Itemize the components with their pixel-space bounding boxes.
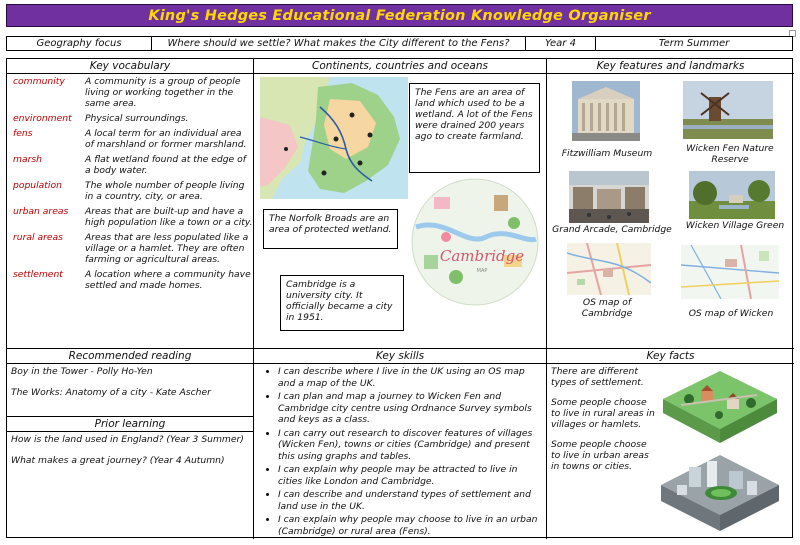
wicken-fen-photo (683, 81, 773, 139)
feature-label: OS map of Cambridge (581, 297, 633, 319)
vocab-term: rural areas (13, 232, 63, 243)
wicken-green-photo (689, 171, 775, 219)
vocab-definition: Physical surroundings. (85, 113, 189, 124)
vocabulary-heading: Key vocabulary (7, 59, 253, 74)
vocab-term: community (13, 76, 65, 87)
vocab-term: settlement (13, 269, 63, 280)
skills-panel (254, 349, 547, 539)
vocab-definition: A flat wetland found at the edge of a body water. (85, 154, 246, 176)
fens-note: The Fens are an area of land which used to be a wetland. A lot of the Fens were drained 200 years ago to create farmland. (409, 83, 540, 173)
cambridge-note: Cambridge is a university city. It officially became a city in 1951. (280, 275, 404, 331)
page-title: King's Hedges Educational Federation Knowledge Organiser (6, 4, 793, 27)
vocab-term: population (13, 180, 62, 191)
fitzwilliam-museum-photo (572, 81, 640, 141)
vocabulary-list (13, 76, 253, 295)
fact-item: Some people choose to live in rural areas in villages or hamlets. (551, 397, 655, 430)
organiser-grid (6, 58, 793, 538)
prior-learning-list (11, 434, 247, 476)
map-subtitle-text: MAP (476, 268, 488, 274)
fact-item: Some people choose to live in urban areas in towns or cities. (551, 439, 649, 472)
vocab-term: environment (13, 113, 72, 124)
vocab-definition: Areas that are less populated like a village or a hamlet. They are often farming or agricultural areas. (85, 232, 249, 265)
enquiry-question: Where should we settle? What makes the City different to the Fens? (152, 37, 526, 50)
skills-list (264, 366, 544, 539)
vocabulary-panel (7, 59, 254, 349)
vocab-item (13, 128, 253, 150)
vocab-item (13, 232, 253, 265)
prior-learning-heading: Prior learning (7, 417, 253, 432)
vocab-definition: A location where a community have settled and made homes. (85, 269, 251, 291)
continents-heading: Continents, countries and oceans (254, 59, 546, 74)
vocab-definition: A community is a group of people living or working together in the same area. (85, 76, 241, 109)
skill-item: • I can describe where I live in the UK using an OS map and a map of the UK. (278, 366, 544, 389)
os-map-cambridge (567, 243, 651, 295)
os-map-wicken (681, 245, 779, 299)
feature-label: Fitzwilliam Museum (561, 148, 653, 159)
fact-item: There are different types of settlement. (551, 366, 644, 388)
vocab-definition: A local term for an individual area of marshland or former marshland. (85, 128, 247, 150)
continents-panel (254, 59, 547, 349)
vocab-definition: Areas that are built-up and have a high population like a town or a city. (85, 206, 253, 228)
skill-item: • I can describe and understand types of settlement and land use in the UK. (278, 489, 544, 512)
features-heading: Key features and landmarks (547, 59, 794, 74)
prior-item: How is the land used in England? (Year 3 Summer) (11, 434, 244, 445)
info-row (6, 36, 793, 51)
reading-panel (7, 349, 254, 417)
skills-heading: Key skills (254, 349, 546, 364)
feature-label: Wicken Village Green (685, 220, 785, 231)
skill-item: • I can plan and map a journey to Wicken Fen and Cambridge city centre using Ordnance Survey symbols and keys as a class. (278, 391, 544, 426)
reading-heading: Recommended reading (7, 349, 253, 364)
feature-label: Grand Arcade, Cambridge (552, 224, 672, 235)
vocab-term: marsh (13, 154, 42, 165)
map-title-text: Cambridge (439, 247, 525, 265)
rural-settlement-illustration (661, 369, 779, 445)
term-label: Term Summer (658, 38, 730, 49)
vocab-item (13, 154, 253, 176)
skill-item: • I can explain why people may be attracted to live in cities like London and Cambridge. (278, 464, 544, 487)
features-panel (547, 59, 794, 349)
norfolk-broads-note: The Norfolk Broads are an area of protected wetland. (263, 209, 398, 249)
prior-item: What makes a great journey? (Year 4 Autumn) (11, 455, 225, 466)
skill-item: • I can explain why people may choose to live in an urban (Cambridge) or rural area (Fens). (278, 514, 544, 537)
geography-focus-label: Geography focus (7, 37, 152, 50)
reading-list (11, 366, 211, 408)
feature-label: OS map of Wicken (688, 308, 774, 319)
vocab-term: fens (13, 128, 33, 139)
facts-heading: Key facts (547, 349, 794, 364)
facts-list (551, 366, 655, 481)
year-label: Year 4 (526, 37, 596, 50)
vocab-item (13, 269, 253, 291)
vocab-term: urban areas (13, 206, 69, 217)
vocab-item (13, 76, 253, 109)
vocab-definition: The whole number of people living in a country, city, or area. (85, 180, 245, 202)
vocab-item (13, 206, 253, 228)
feature-label: Wicken Fen Nature Reserve (686, 143, 774, 165)
facts-panel (547, 349, 794, 539)
vocab-item (13, 113, 253, 124)
book-item: Boy in the Tower - Polly Ho-Yen (11, 366, 153, 377)
grand-arcade-photo (569, 171, 649, 223)
cambridge-illustrated-map (406, 177, 544, 307)
east-anglia-map (260, 77, 408, 199)
skill-item: • I can carry out research to discover features of villages (Wicken Fen), towns or cities (Cambridge) and present this using graphs and tables. (278, 428, 544, 463)
prior-learning-panel (7, 417, 254, 539)
vocab-item (13, 180, 253, 202)
urban-settlement-illustration (659, 453, 781, 533)
book-item: The Works: Anatomy of a city - Kate Ascher (11, 387, 211, 398)
